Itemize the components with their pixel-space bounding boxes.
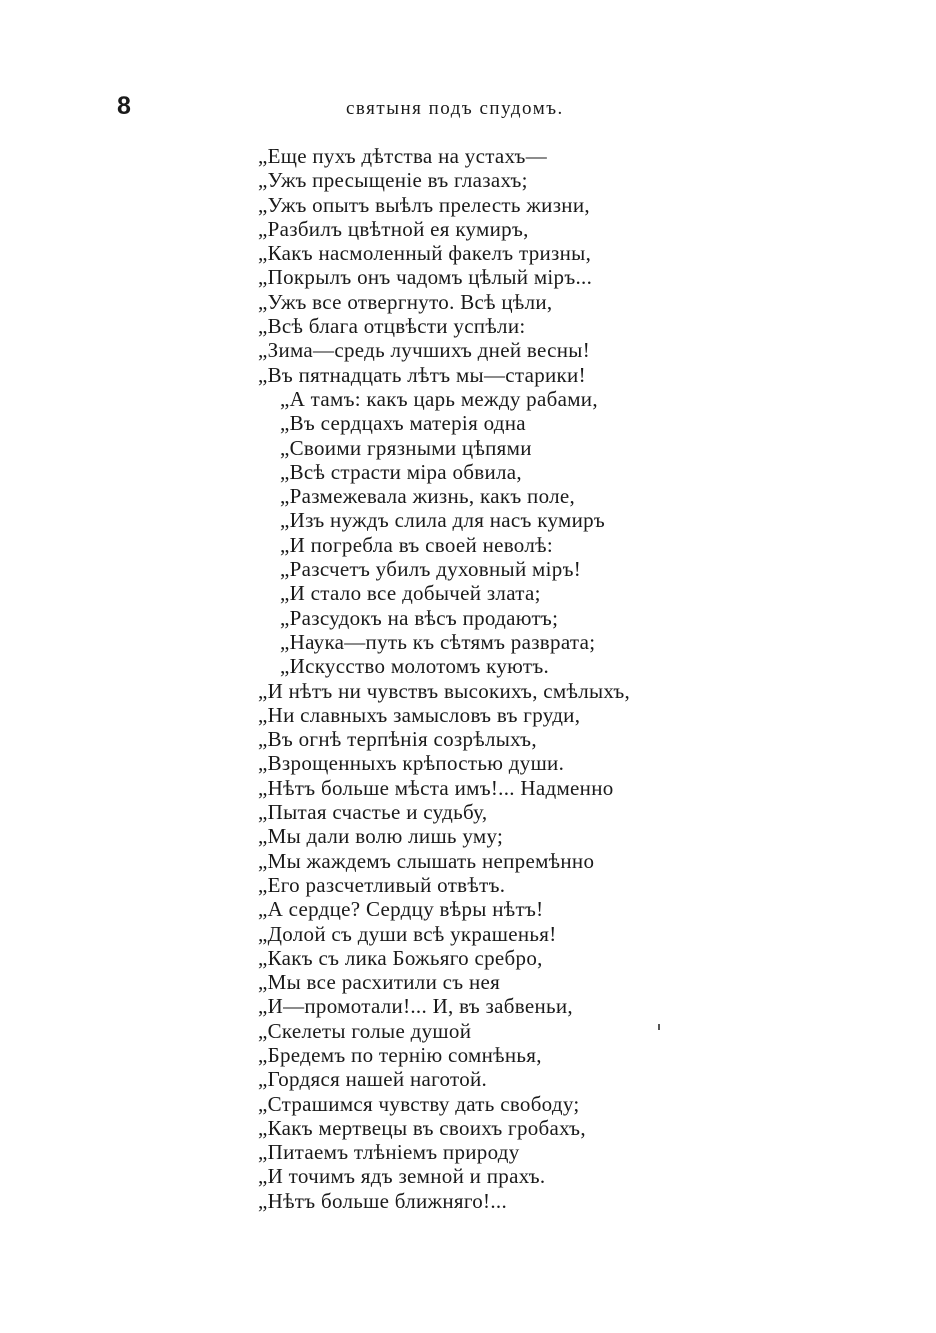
poem-line: „Покрылъ онъ чадомъ цѣлый міръ...: [258, 265, 593, 290]
poem-line: „Нѣтъ больше ближняго!...: [258, 1188, 507, 1213]
poem-line: „Мы дали волю лишь уму;: [258, 824, 504, 849]
poem-line: „И нѣтъ ни чувствъ высокихъ, смѣлыхъ,: [258, 678, 631, 703]
poem-line: „Еще пухъ дѣтства на устахъ—: [258, 144, 548, 168]
poem-line: „Гордяся нашей наготой.: [258, 1067, 488, 1092]
poem-line: „И точимъ ядъ земной и прахъ.: [258, 1164, 546, 1189]
poem-line: „Мы все расхитили съ нея: [258, 970, 501, 995]
poem-line: „Долой съ души всѣ украшенья!: [258, 921, 557, 946]
poem-text: [258, 144, 630, 1213]
poem-line: „Всѣ страсти міра обвила,: [280, 459, 522, 484]
poem-line: „Пытая счастье и судьбу,: [258, 800, 488, 825]
poem-line: „Своими грязными цѣпями: [280, 435, 532, 460]
poem-line: „Наука—путь къ сѣтямъ разврата;: [280, 629, 596, 654]
poem-line: „И погребла въ своей неволѣ:: [280, 532, 553, 557]
page-number: 8: [117, 92, 131, 120]
poem-line: „Ни славныхъ замысловъ въ груди,: [258, 702, 581, 727]
poem-line: „Ужъ опытъ выѣлъ прелесть жизни,: [258, 192, 590, 217]
poem-line: „Взрощенныхъ крѣпостью души.: [258, 751, 565, 776]
poem-line: „Бредемъ по тернію сомнѣнья,: [258, 1042, 542, 1067]
poem-line: „Питаемъ тлѣніемъ природу: [258, 1140, 520, 1165]
poem-line: „Какъ насмоленный факелъ тризны,: [258, 241, 592, 266]
poem-line: „Изъ нуждъ слила для насъ кумиръ: [280, 508, 606, 533]
poem-line: „Какъ съ лика Божьяго сребро,: [258, 945, 543, 970]
poem-line: „Разсчетъ убилъ духовный міръ!: [280, 557, 582, 582]
poem-line: „Какъ мертвецы въ своихъ гробахъ,: [258, 1115, 586, 1140]
poem-line: „Размежевала жизнь, какъ поле,: [280, 484, 576, 509]
poem-line: „Нѣтъ больше мѣста имъ!... Надменно: [258, 775, 614, 800]
poem-line: „Искусство молотомъ куютъ.: [280, 654, 550, 679]
scan-speck: [658, 1024, 660, 1030]
poem-line: „И—промотали!... И, въ забвеньи,: [258, 994, 573, 1019]
poem-line: „Разбилъ цвѣтной ея кумиръ,: [258, 216, 529, 241]
poem-line: „Мы жаждемъ слышать непремѣнно: [258, 848, 595, 873]
running-title: святыня подъ спудомъ.: [346, 98, 564, 119]
poem-line: „А сердце? Сердцу вѣры нѣтъ!: [258, 897, 544, 922]
poem-line: „Въ сердцахъ матерія одна: [280, 411, 526, 436]
poem-line: „И стало все добычей злата;: [280, 581, 541, 606]
poem-line: „А тамъ: какъ царь между рабами,: [280, 386, 598, 411]
poem-line: „Въ огнѣ терпѣнія созрѣлыхъ,: [258, 727, 537, 752]
poem-line: „Зима—средь лучшихъ дней весны!: [258, 338, 591, 363]
poem-line: „Ужъ все отвергнуто. Всѣ цѣли,: [258, 289, 553, 314]
poem-line: „Въ пятнадцать лѣтъ мы—старики!: [258, 362, 586, 387]
poem-line: „Страшимся чувству дать свободу;: [258, 1091, 580, 1116]
poem-line: „Скелеты голые душой: [258, 1018, 472, 1043]
poem-line: „Его разсчетливый отвѣтъ.: [258, 872, 506, 897]
poem-line: „Всѣ блага отцвѣсти успѣли:: [258, 314, 526, 339]
poem-line: „Разсудокъ на вѣсъ продаютъ;: [280, 605, 559, 630]
poem-line: „Ужъ пресыщеніе въ глазахъ;: [258, 168, 528, 193]
